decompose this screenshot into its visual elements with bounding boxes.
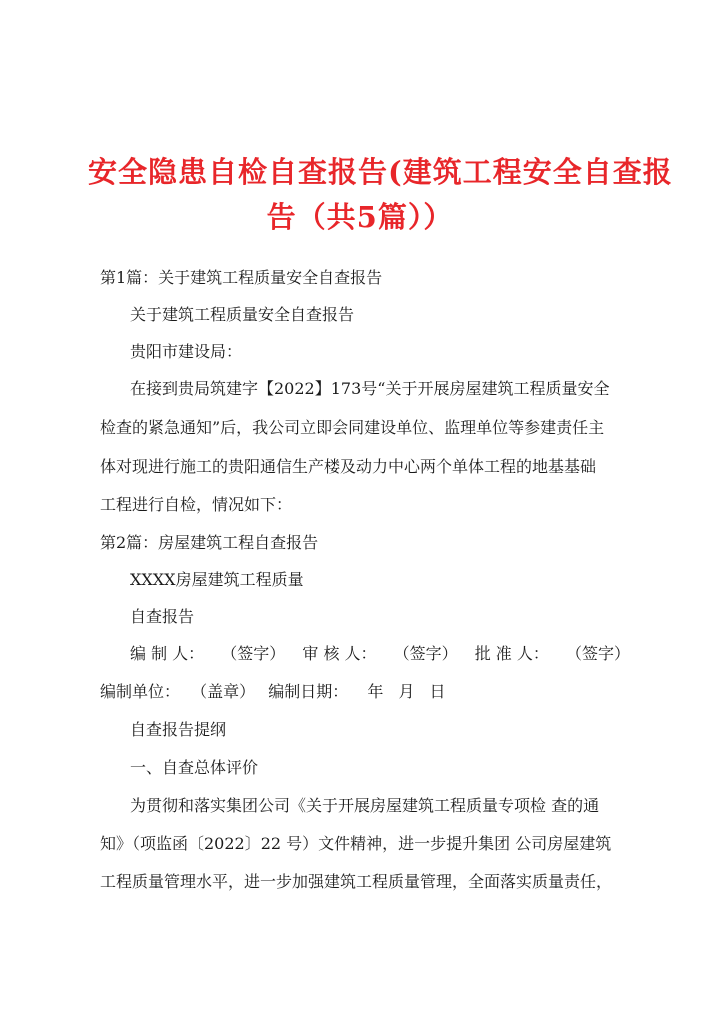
compiler-label: 编 制 人：: [130, 644, 205, 663]
reviewer-label: 审 核 人：: [302, 644, 377, 663]
section-2-paragraph-line-2: 知》（项监函〔2022〕22 号）文件精神，进一步提升集团 公司房屋建筑: [100, 834, 612, 853]
section-1-heading: 第1篇：关于建筑工程质量安全自查报告: [100, 268, 383, 287]
date-day: 日: [429, 682, 446, 701]
section-1-paragraph-line-1: 在接到贵局筑建字【2022】173号“关于开展房屋建筑工程质量安全: [130, 379, 610, 398]
compiler-signature-note: （签字）: [221, 644, 286, 663]
section-1-subtitle: 关于建筑工程质量安全自查报告: [130, 305, 355, 324]
section-1-paragraph-line-4: 工程进行自检，情况如下：: [100, 495, 293, 514]
reviewer-signature-note: （签字）: [393, 644, 458, 663]
section-2-report-label: 自查报告: [130, 607, 195, 626]
date-label: 编制日期：: [268, 682, 349, 701]
unit-date-row: [100, 682, 446, 702]
date-month: 月: [398, 682, 415, 701]
section-2-heading: 第2篇：房屋建筑工程自查报告: [100, 533, 319, 552]
section-1-paragraph-line-3: 体对现进行施工的贵阳通信生产楼及动力中心两个单体工程的地基基础: [100, 457, 597, 476]
date-year: 年: [367, 682, 384, 701]
unit-label: 编制单位：: [100, 682, 181, 701]
section-1-paragraph-line-2: 检查的紧急通知”后，我公司立即会同建设单位、监理单位等参建责任主: [100, 418, 605, 437]
section-2-subtitle: XXXX房屋建筑工程质量: [130, 570, 304, 589]
section-2-paragraph-line-1: 为贯彻和落实集团公司《关于开展房屋建筑工程质量专项检 查的通: [130, 796, 600, 815]
outline-item-1: 一、自查总体评价: [130, 758, 259, 777]
outline-title: 自查报告提纲: [130, 720, 227, 739]
signature-row: [130, 644, 630, 664]
document-title-line-2: 告（共5篇））: [266, 200, 454, 234]
approver-label: 批 准 人：: [474, 644, 549, 663]
section-2-paragraph-line-3: 工程质量管理水平，进一步加强建筑工程质量管理，全面落实质量责任，: [100, 872, 613, 891]
document-title-line-1: 安全隐患自检自查报告(建筑工程安全自查报: [88, 155, 673, 189]
section-1-addressee: 贵阳市建设局：: [130, 342, 243, 361]
approver-signature-note: （签字）: [565, 644, 630, 663]
unit-seal-note: （盖章）: [191, 682, 256, 701]
